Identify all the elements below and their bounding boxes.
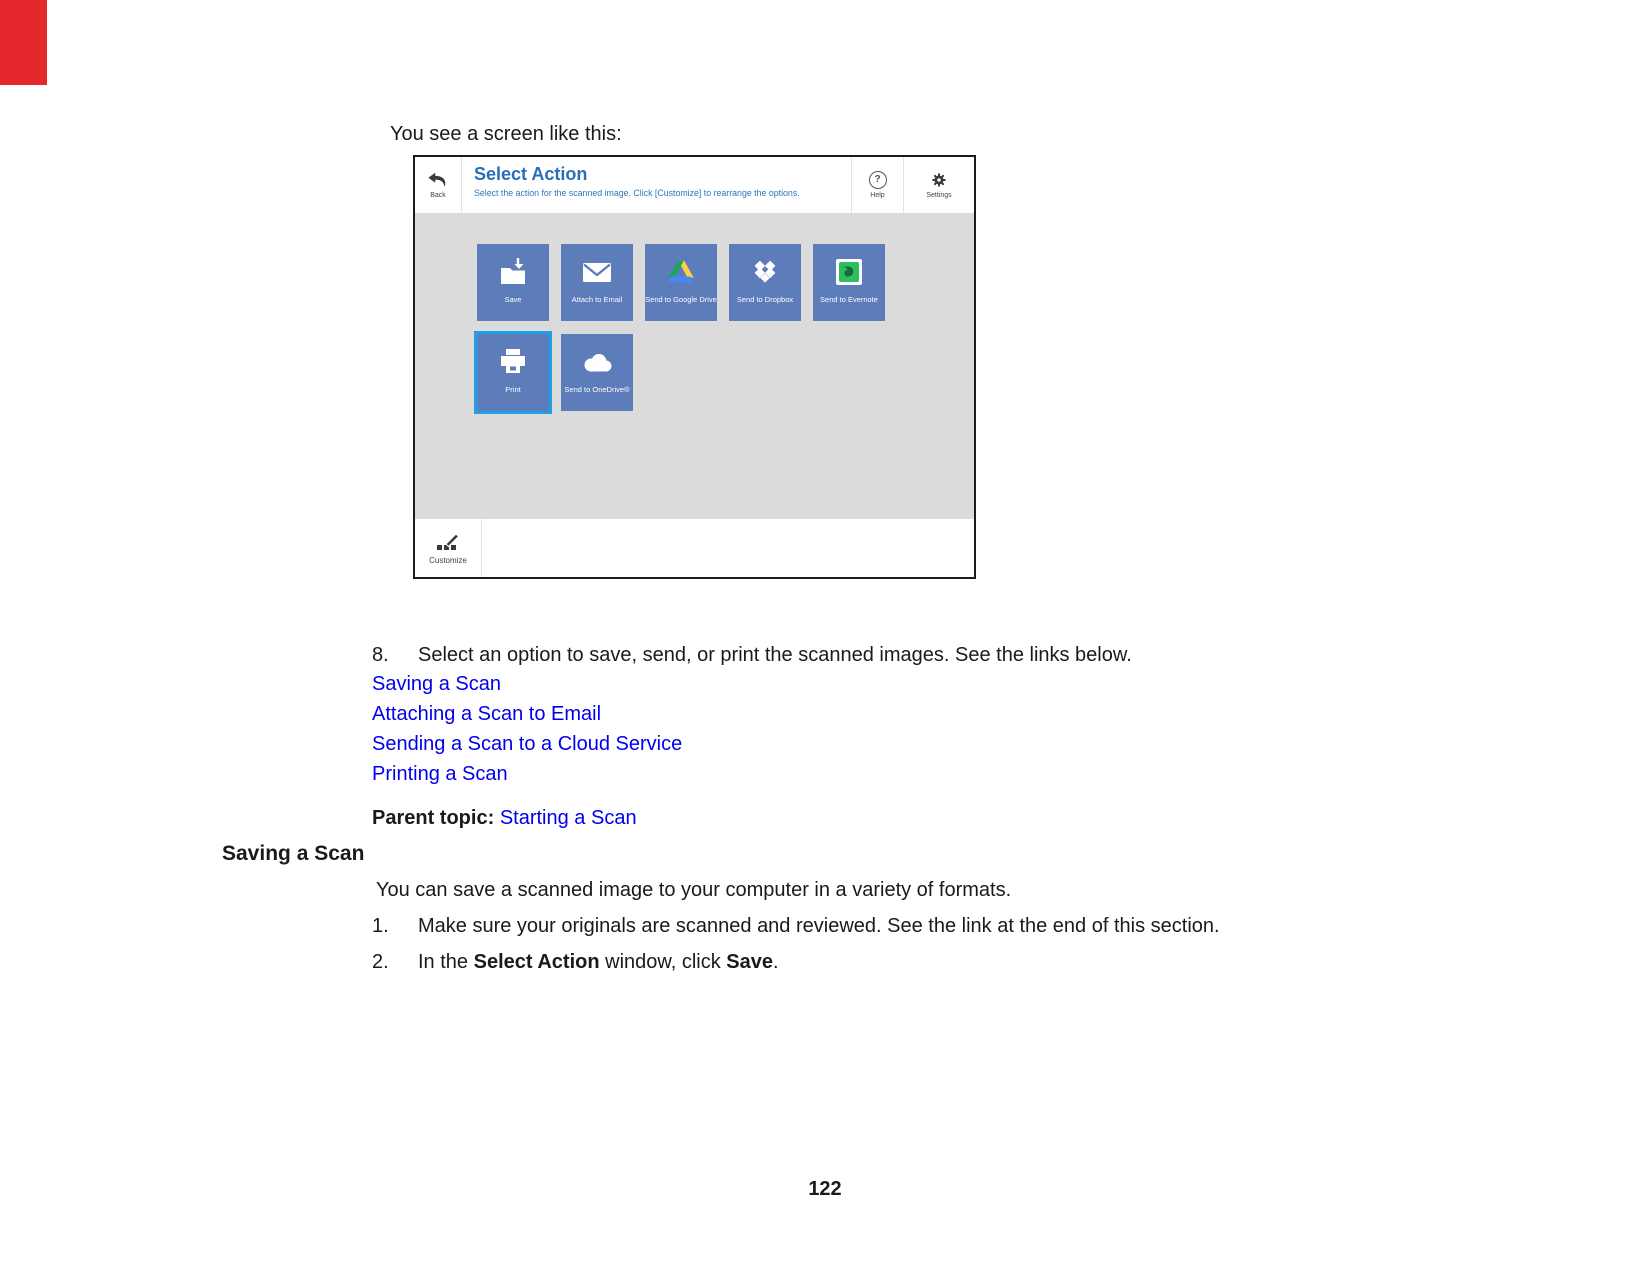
tile-label: Send to OneDrive® bbox=[564, 385, 630, 394]
evernote-icon bbox=[835, 255, 863, 289]
step-text: Make sure your originals are scanned and reviewed. See the link at the end of this section. bbox=[418, 915, 1220, 937]
help-icon: ? bbox=[869, 171, 887, 189]
tile-send-to-dropbox[interactable] bbox=[729, 244, 801, 321]
link-attaching-a-scan-to-email[interactable]: Attaching a Scan to Email bbox=[372, 703, 602, 725]
select-action-window bbox=[413, 155, 976, 579]
tile-print[interactable] bbox=[477, 334, 549, 411]
window-footer bbox=[415, 519, 974, 577]
section-heading: Saving a Scan bbox=[222, 842, 365, 865]
window-content-area bbox=[415, 213, 974, 519]
tile-label: Send to Dropbox bbox=[736, 295, 794, 304]
dropbox-icon bbox=[750, 255, 780, 289]
tile-row-1 bbox=[477, 244, 974, 321]
tile-label: Save bbox=[504, 295, 522, 304]
link-printing-a-scan[interactable]: Printing a Scan bbox=[372, 763, 508, 785]
tile-row-2 bbox=[477, 334, 974, 411]
gear-icon bbox=[930, 171, 948, 189]
settings-button[interactable] bbox=[904, 157, 974, 213]
step-number: 8. bbox=[372, 644, 389, 666]
step-2 bbox=[372, 951, 779, 974]
step-number: 1. bbox=[372, 915, 389, 937]
back-button[interactable] bbox=[415, 157, 461, 213]
help-label: Help bbox=[870, 192, 885, 199]
section-intro: You can save a scanned image to your computer in a variety of formats. bbox=[376, 879, 1012, 901]
tile-label: Send to Google Drive bbox=[645, 295, 717, 304]
step-number: 2. bbox=[372, 951, 389, 973]
tile-label: Print bbox=[505, 385, 521, 394]
tile-label: Attach to Email bbox=[571, 295, 623, 304]
step-text: In the Select Action window, click Save. bbox=[418, 951, 779, 973]
intro-text: You see a screen like this: bbox=[390, 123, 622, 145]
link-saving-a-scan[interactable]: Saving a Scan bbox=[372, 673, 501, 695]
printer-icon bbox=[497, 345, 529, 379]
back-arrow-icon bbox=[427, 172, 449, 189]
window-title-block bbox=[462, 157, 851, 213]
footer-divider bbox=[481, 519, 482, 577]
tile-send-to-evernote[interactable] bbox=[813, 244, 885, 321]
tile-label: Send to Evernote bbox=[820, 295, 878, 304]
tile-send-to-google-drive[interactable] bbox=[645, 244, 717, 321]
save-folder-icon bbox=[497, 255, 529, 289]
tile-send-to-onedrive[interactable] bbox=[561, 334, 633, 411]
parent-topic-row bbox=[372, 807, 637, 830]
help-button[interactable] bbox=[852, 157, 903, 213]
link-sending-a-scan-to-cloud-service[interactable]: Sending a Scan to a Cloud Service bbox=[372, 733, 683, 755]
back-label: Back bbox=[430, 191, 446, 199]
settings-label: Settings bbox=[926, 192, 952, 199]
step-text: Select an option to save, send, or print the scanned images. See the links below. bbox=[418, 644, 1132, 666]
window-header bbox=[415, 157, 974, 213]
parent-topic-label: Parent topic: bbox=[372, 807, 495, 829]
onedrive-cloud-icon bbox=[580, 345, 614, 379]
tile-attach-to-email[interactable] bbox=[561, 244, 633, 321]
page-number: 122 bbox=[808, 1178, 842, 1200]
customize-pencil-icon bbox=[434, 532, 462, 554]
tile-save[interactable] bbox=[477, 244, 549, 321]
customize-label: Customize bbox=[429, 555, 467, 565]
window-title: Select Action bbox=[474, 164, 588, 184]
email-envelope-icon bbox=[580, 255, 614, 289]
customize-button[interactable] bbox=[415, 519, 481, 577]
red-accent-bar bbox=[0, 0, 47, 85]
google-drive-icon bbox=[666, 255, 696, 289]
link-starting-a-scan[interactable]: Starting a Scan bbox=[499, 807, 637, 829]
related-links bbox=[372, 669, 682, 789]
step-1 bbox=[372, 915, 1220, 938]
window-subtitle: Select the action for the scanned image. Click [Customize] to rearrange the options. bbox=[474, 187, 800, 198]
step-8 bbox=[372, 644, 1132, 667]
